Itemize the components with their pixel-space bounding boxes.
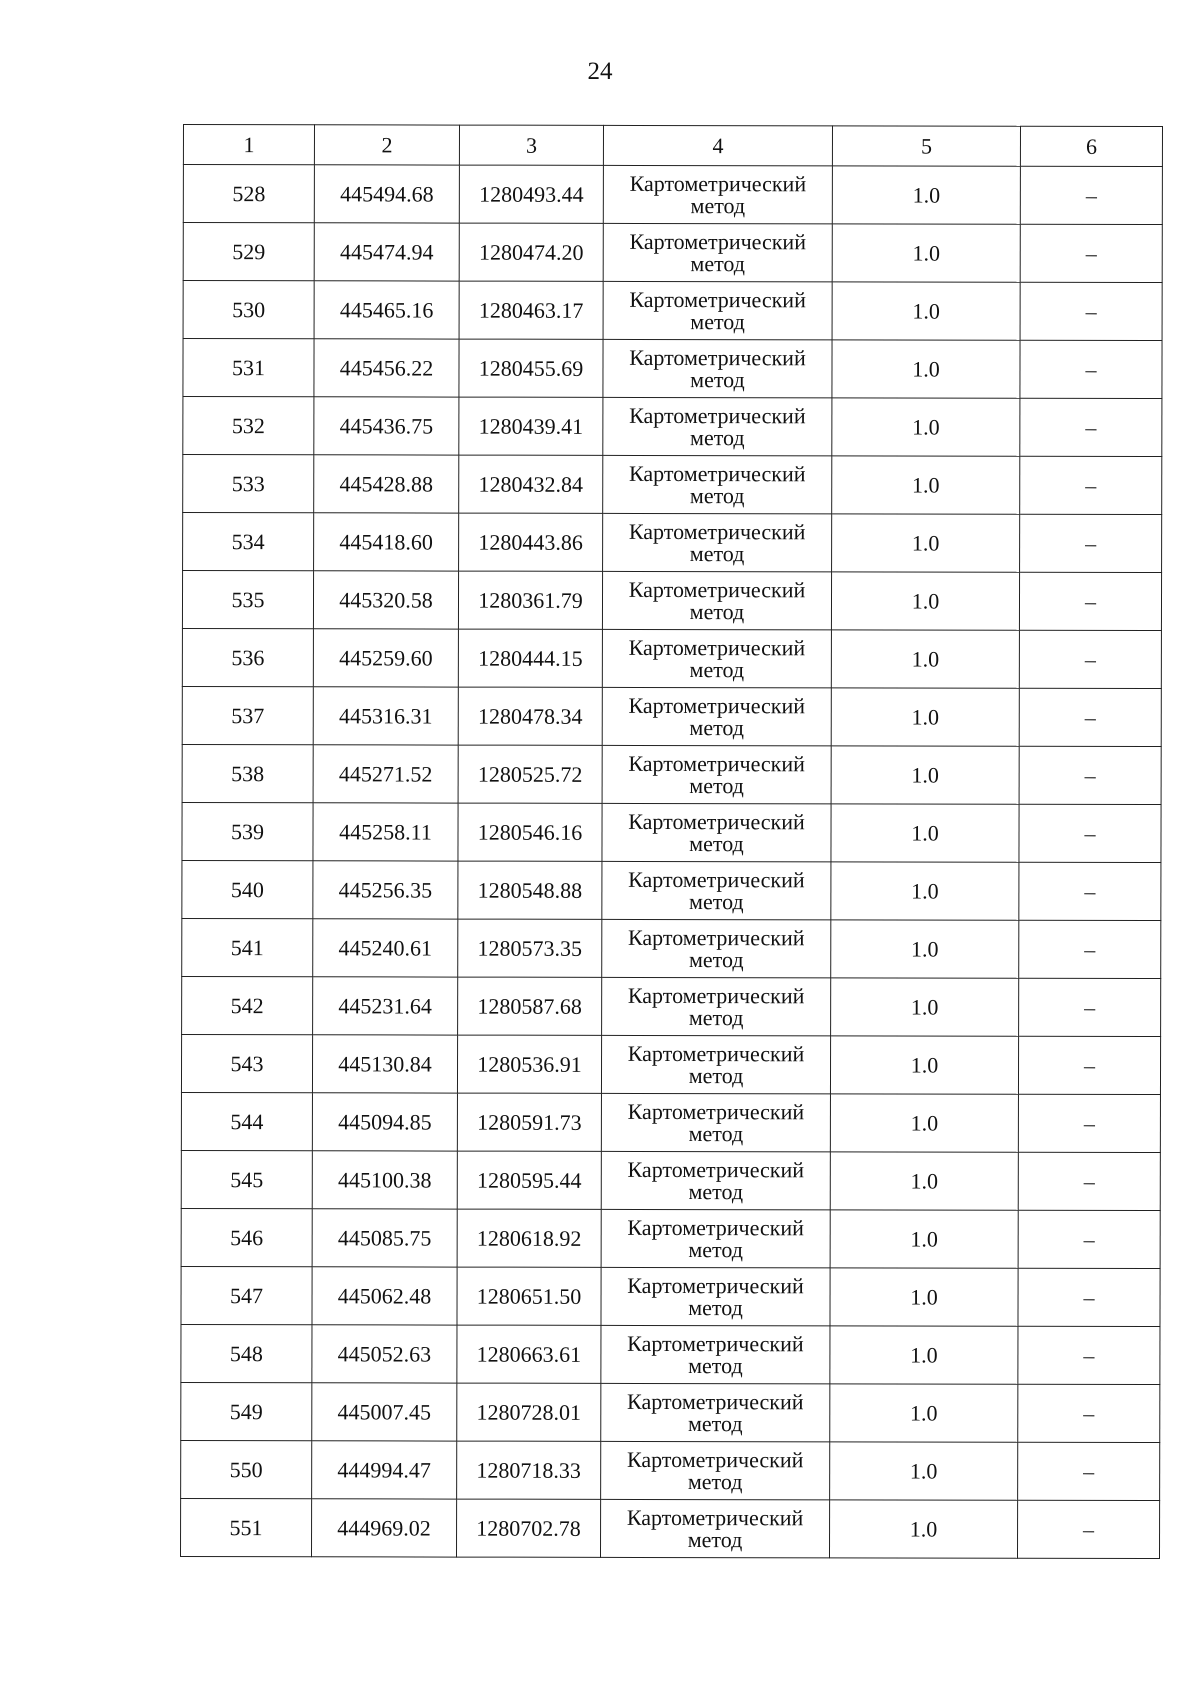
column-header-1: 1 [183, 125, 314, 165]
method-line-1: Картометрический [628, 924, 805, 950]
y-coordinate-cell: 1280618.92 [457, 1209, 601, 1267]
method-line-1: Картометрический [628, 576, 806, 602]
accuracy-cell: 1.0 [831, 978, 1019, 1036]
accuracy-cell: 1.0 [832, 166, 1020, 224]
accuracy-cell: 1.0 [832, 224, 1020, 282]
point-number-cell: 530 [183, 281, 314, 339]
point-number-cell: 535 [182, 571, 313, 629]
table-row [181, 1208, 1160, 1268]
y-coordinate-cell: 1280573.35 [458, 919, 602, 977]
method-line-1: Картометрический [629, 402, 806, 428]
table-row [181, 1382, 1160, 1442]
accuracy-cell: 1.0 [830, 1152, 1018, 1210]
table-row [182, 628, 1161, 688]
method-line-2: метод [688, 1236, 743, 1262]
table-row [181, 1266, 1160, 1326]
method-line-1: Картометрический [628, 808, 805, 834]
method-line-1: Картометрический [627, 1214, 804, 1240]
method-cell [601, 1325, 830, 1383]
method-line-1: Картометрический [627, 1388, 804, 1414]
y-coordinate-cell: 1280728.01 [457, 1383, 601, 1441]
method-line-1: Картометрический [627, 1272, 804, 1298]
x-coordinate-cell: 445130.84 [312, 1035, 457, 1093]
column-header-6: 6 [1020, 126, 1162, 166]
y-coordinate-cell: 1280478.34 [458, 687, 602, 745]
x-coordinate-cell: 445320.58 [313, 571, 458, 629]
method-cell [600, 1499, 829, 1557]
point-number-cell: 546 [181, 1208, 312, 1266]
method-cell [603, 281, 832, 339]
note-cell: – [1019, 920, 1161, 978]
table-row [182, 860, 1161, 920]
note-cell: – [1018, 1384, 1160, 1442]
accuracy-cell: 1.0 [830, 1210, 1018, 1268]
y-coordinate-cell: 1280651.50 [457, 1267, 601, 1325]
accuracy-cell: 1.0 [830, 1268, 1018, 1326]
method-line-1: Картометрический [629, 228, 807, 254]
point-number-cell: 533 [183, 455, 314, 513]
point-number-cell: 540 [182, 860, 313, 918]
table-row [180, 1498, 1159, 1558]
x-coordinate-cell: 445231.64 [313, 977, 458, 1035]
accuracy-cell: 1.0 [831, 688, 1019, 746]
table-row [181, 1150, 1160, 1210]
note-cell: – [1018, 1210, 1160, 1268]
note-cell: – [1018, 1036, 1160, 1094]
point-number-cell: 537 [182, 686, 313, 744]
x-coordinate-cell: 445258.11 [313, 803, 458, 861]
method-cell [602, 861, 831, 919]
point-number-cell: 534 [183, 513, 314, 571]
x-coordinate-cell: 445456.22 [314, 339, 459, 397]
method-cell [603, 223, 832, 281]
method-cell [603, 513, 832, 571]
point-number-cell: 550 [181, 1440, 312, 1498]
method-cell [602, 977, 831, 1035]
method-line-1: Картометрический [628, 866, 805, 892]
x-coordinate-cell: 445052.63 [312, 1325, 457, 1383]
method-cell [602, 687, 831, 745]
table-row [183, 339, 1162, 399]
y-coordinate-cell: 1280595.44 [457, 1151, 601, 1209]
point-number-cell: 532 [183, 397, 314, 455]
x-coordinate-cell: 445428.88 [314, 455, 459, 513]
x-coordinate-cell: 445085.75 [312, 1209, 457, 1267]
method-cell [601, 1035, 830, 1093]
accuracy-cell: 1.0 [832, 514, 1020, 572]
y-coordinate-cell: 1280361.79 [458, 571, 602, 629]
method-line-1: Картометрический [627, 1040, 805, 1066]
note-cell: – [1020, 514, 1162, 572]
point-number-cell: 539 [182, 802, 313, 860]
method-line-2: метод [688, 1062, 744, 1088]
accuracy-cell: 1.0 [830, 1442, 1018, 1500]
method-line-2: метод [688, 1178, 744, 1204]
note-cell: – [1019, 746, 1161, 804]
method-line-2: метод [688, 1120, 744, 1146]
y-coordinate-cell: 1280546.16 [458, 803, 602, 861]
column-header-5: 5 [832, 126, 1020, 166]
table-row [181, 1092, 1160, 1152]
accuracy-cell: 1.0 [832, 398, 1020, 456]
point-number-cell: 544 [181, 1092, 312, 1150]
y-coordinate-cell: 1280444.15 [458, 629, 602, 687]
method-line-2: метод [689, 714, 745, 740]
method-line-2: метод [689, 830, 744, 856]
method-cell [601, 1267, 830, 1325]
x-coordinate-cell: 445494.68 [314, 165, 459, 223]
method-line-1: Картометрический [627, 1098, 805, 1124]
column-header-4: 4 [603, 125, 832, 165]
note-cell: – [1020, 456, 1162, 514]
method-line-1: Картометрический [629, 344, 806, 370]
table-header [183, 125, 1162, 167]
method-line-1: Картометрический [627, 1330, 804, 1356]
method-line-2: метод [688, 1004, 744, 1030]
y-coordinate-cell: 1280439.41 [459, 397, 603, 455]
note-cell: – [1017, 1500, 1159, 1558]
accuracy-cell: 1.0 [831, 920, 1019, 978]
point-number-cell: 536 [182, 628, 313, 686]
x-coordinate-cell: 445474.94 [314, 223, 459, 281]
y-coordinate-cell: 1280718.33 [457, 1441, 601, 1499]
note-cell: – [1019, 572, 1161, 630]
method-line-2: метод [687, 1410, 743, 1436]
accuracy-cell: 1.0 [832, 282, 1020, 340]
x-coordinate-cell: 445094.85 [312, 1093, 457, 1151]
accuracy-cell: 1.0 [829, 1500, 1017, 1558]
method-line-2: метод [690, 192, 746, 218]
x-coordinate-cell: 444994.47 [312, 1441, 457, 1499]
point-number-cell: 541 [182, 918, 313, 976]
method-cell [601, 1093, 830, 1151]
y-coordinate-cell: 1280474.20 [459, 223, 603, 281]
x-coordinate-cell: 445465.16 [314, 281, 459, 339]
page-number: 24 [587, 58, 613, 85]
table-row [181, 1440, 1160, 1500]
accuracy-cell: 1.0 [830, 1036, 1018, 1094]
method-line-2: метод [690, 424, 745, 450]
note-cell: – [1019, 862, 1161, 920]
note-cell: – [1018, 1094, 1160, 1152]
accuracy-cell: 1.0 [830, 1384, 1018, 1442]
method-cell [602, 745, 831, 803]
method-cell [602, 629, 831, 687]
x-coordinate-cell: 445316.31 [313, 687, 458, 745]
table-row [182, 976, 1161, 1036]
x-coordinate-cell: 445062.48 [312, 1267, 457, 1325]
point-number-cell: 531 [183, 339, 314, 397]
x-coordinate-cell: 445240.61 [313, 919, 458, 977]
coordinates-table [180, 124, 1163, 1559]
method-line-2: метод [688, 1294, 743, 1320]
table-row [182, 571, 1161, 631]
method-line-1: Картометрический [629, 286, 806, 312]
method-line-2: метод [689, 772, 744, 798]
method-line-2: метод [689, 482, 745, 508]
note-cell: – [1019, 630, 1161, 688]
y-coordinate-cell: 1280702.78 [456, 1499, 600, 1557]
note-cell: – [1018, 1268, 1160, 1326]
table-row [182, 686, 1161, 746]
table-row [181, 1324, 1160, 1384]
note-cell: – [1018, 1152, 1160, 1210]
method-line-2: метод [690, 308, 745, 334]
table-row [182, 802, 1161, 862]
accuracy-cell: 1.0 [831, 630, 1019, 688]
method-line-1: Картометрический [629, 170, 807, 196]
x-coordinate-cell: 445271.52 [313, 745, 458, 803]
y-coordinate-cell: 1280443.86 [459, 513, 603, 571]
method-cell [603, 455, 832, 513]
point-number-cell: 538 [182, 744, 313, 802]
x-coordinate-cell: 444969.02 [311, 1499, 456, 1557]
method-line-2: метод [690, 250, 746, 276]
note-cell: – [1019, 978, 1161, 1036]
point-number-cell: 529 [183, 223, 314, 281]
method-cell [603, 339, 832, 397]
y-coordinate-cell: 1280536.91 [457, 1035, 601, 1093]
y-coordinate-cell: 1280432.84 [459, 455, 603, 513]
table-row [183, 281, 1162, 341]
accuracy-cell: 1.0 [831, 572, 1019, 630]
point-number-cell: 542 [182, 976, 313, 1034]
y-coordinate-cell: 1280455.69 [459, 339, 603, 397]
method-line-1: Картометрический [628, 518, 806, 544]
note-cell: – [1020, 166, 1162, 224]
point-number-cell: 543 [181, 1034, 312, 1092]
method-line-1: Картометрический [627, 982, 805, 1008]
method-line-2: метод [687, 1526, 743, 1552]
note-cell: – [1019, 804, 1161, 862]
y-coordinate-cell: 1280548.88 [458, 861, 602, 919]
method-cell [602, 919, 831, 977]
method-line-2: метод [687, 1468, 743, 1494]
method-line-2: метод [690, 366, 745, 392]
accuracy-cell: 1.0 [832, 340, 1020, 398]
accuracy-cell: 1.0 [831, 862, 1019, 920]
note-cell: – [1020, 224, 1162, 282]
x-coordinate-cell: 445007.45 [312, 1383, 457, 1441]
y-coordinate-cell: 1280525.72 [458, 745, 602, 803]
method-line-2: метод [689, 888, 744, 914]
note-cell: – [1020, 398, 1162, 456]
method-cell [601, 1383, 830, 1441]
x-coordinate-cell: 445259.60 [313, 629, 458, 687]
note-cell: – [1019, 688, 1161, 746]
column-header-2: 2 [314, 125, 459, 165]
method-line-1: Картометрический [627, 1156, 805, 1182]
method-line-1: Картометрический [626, 1446, 804, 1472]
method-cell [603, 165, 832, 223]
table-row [182, 918, 1161, 978]
method-line-1: Картометрический [626, 1504, 804, 1530]
method-line-2: метод [689, 598, 745, 624]
x-coordinate-cell: 445436.75 [314, 397, 459, 455]
method-line-2: метод [688, 946, 744, 972]
method-line-2: метод [688, 1352, 743, 1378]
method-line-1: Картометрический [628, 460, 806, 486]
table-row [183, 397, 1162, 457]
method-cell [601, 1441, 830, 1499]
header-row [183, 125, 1162, 167]
accuracy-cell: 1.0 [831, 804, 1019, 862]
accuracy-cell: 1.0 [831, 746, 1019, 804]
y-coordinate-cell: 1280463.17 [459, 281, 603, 339]
table-row [182, 744, 1161, 804]
accuracy-cell: 1.0 [830, 1326, 1018, 1384]
method-line-1: Картометрический [628, 692, 806, 718]
note-cell: – [1020, 340, 1162, 398]
column-header-3: 3 [459, 125, 603, 165]
table-row [183, 165, 1162, 225]
table-row [181, 1034, 1160, 1094]
x-coordinate-cell: 445256.35 [313, 861, 458, 919]
table-body [180, 165, 1162, 1559]
point-number-cell: 551 [180, 1498, 311, 1556]
x-coordinate-cell: 445418.60 [314, 513, 459, 571]
method-cell [603, 397, 832, 455]
point-number-cell: 547 [181, 1266, 312, 1324]
table-row [183, 223, 1162, 283]
method-line-2: метод [689, 540, 745, 566]
note-cell: – [1018, 1442, 1160, 1500]
accuracy-cell: 1.0 [832, 456, 1020, 514]
method-line-1: Картометрический [628, 634, 806, 660]
point-number-cell: 549 [181, 1382, 312, 1440]
method-cell [602, 803, 831, 861]
y-coordinate-cell: 1280587.68 [458, 977, 602, 1035]
note-cell: – [1020, 282, 1162, 340]
x-coordinate-cell: 445100.38 [312, 1151, 457, 1209]
method-cell [602, 571, 831, 629]
method-cell [601, 1209, 830, 1267]
table-row [183, 455, 1162, 515]
accuracy-cell: 1.0 [830, 1094, 1018, 1152]
table-row [183, 513, 1162, 573]
y-coordinate-cell: 1280663.61 [457, 1325, 601, 1383]
y-coordinate-cell: 1280591.73 [457, 1093, 601, 1151]
note-cell: – [1018, 1326, 1160, 1384]
point-number-cell: 528 [183, 165, 314, 223]
y-coordinate-cell: 1280493.44 [459, 165, 603, 223]
point-number-cell: 545 [181, 1150, 312, 1208]
method-cell [601, 1151, 830, 1209]
method-line-1: Картометрический [628, 750, 805, 776]
method-line-2: метод [689, 656, 745, 682]
point-number-cell: 548 [181, 1324, 312, 1382]
